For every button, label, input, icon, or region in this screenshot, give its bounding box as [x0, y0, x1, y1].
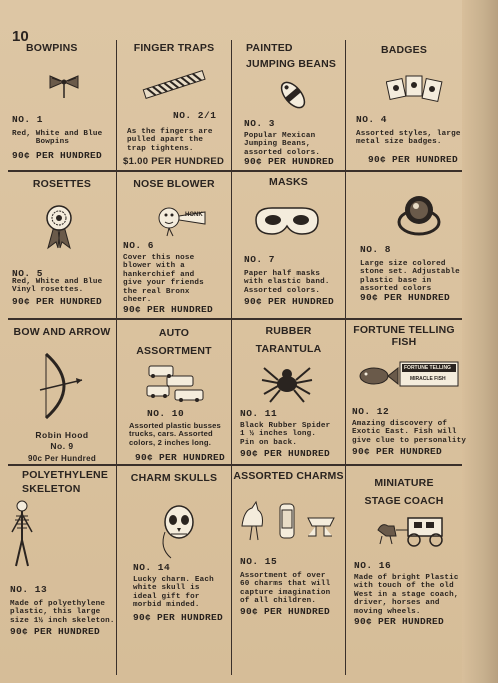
catalog-item-15	[232, 466, 345, 678]
catalog-item-8	[346, 172, 462, 318]
item-title: ROSETTES	[32, 178, 92, 190]
item-description: Black Rubber Spider 1 ½ inches long. Pin on back.	[240, 422, 331, 447]
item-price: $1.00 PER HUNDRED	[123, 156, 225, 167]
item-title: MINIATURE STAGE COACH	[364, 477, 444, 507]
mask-icon	[252, 204, 322, 243]
item-description: As the fingers are pulled apart the trap tightens.	[127, 128, 213, 153]
catalog-item-11	[232, 320, 345, 464]
item-number: Robin Hood No. 9	[35, 430, 89, 451]
item-number: NO. 2/1	[173, 110, 217, 121]
item-price: 90¢ PER HUNDRED	[10, 626, 101, 637]
charms-icon	[236, 496, 340, 551]
item-number: NO. 3	[244, 118, 276, 129]
item-number: NO. 15	[240, 556, 278, 567]
spider-icon	[260, 360, 314, 409]
item-description: Assorted styles, large metal size badges.	[356, 130, 461, 147]
catalog-item-4	[346, 38, 462, 170]
catalog-item-2	[117, 38, 231, 170]
nose-blower-icon	[157, 202, 207, 243]
item-description: Red, White and Blue Vinyl rosettes.	[12, 278, 103, 295]
item-title: FORTUNE TELLING FISH	[353, 324, 455, 348]
item-title: ASSORTED CHARMS	[233, 470, 344, 482]
item-title: NOSE BLOWER	[133, 178, 215, 190]
catalog-item-16	[346, 466, 462, 678]
jumping-bean-icon	[278, 78, 308, 117]
item-title: BOW AND ARROW	[13, 326, 111, 338]
item-title: AUTO ASSORTMENT	[136, 327, 212, 357]
fish-package-sublabel: MIRACLE FISH	[410, 376, 446, 382]
item-price: 90c Per Hundred	[27, 454, 97, 463]
page-number: 10	[12, 28, 29, 45]
item-number: NO. 8	[360, 244, 392, 255]
item-title: MASKS	[269, 176, 308, 188]
catalog-item-13	[8, 466, 116, 678]
item-title: BADGES	[380, 44, 428, 56]
item-number: NO. 11	[240, 408, 278, 419]
item-description: Popular Mexican Jumping Beans, assorted colors.	[244, 132, 321, 157]
item-price: 90¢ PER HUNDRED	[123, 304, 214, 315]
catalog-item-6	[117, 172, 231, 318]
item-description: Assortment of over 60 charms that will capture imagination of all children.	[240, 572, 331, 606]
item-price: 90¢ PER HUNDRED	[244, 156, 335, 167]
item-description: Red, White and Blue Bowpins	[12, 130, 103, 147]
item-price: 90¢ PER HUNDRED	[133, 612, 224, 623]
catalog-item-3	[232, 38, 345, 170]
item-number: NO. 6	[123, 240, 155, 251]
skeleton-icon	[10, 500, 34, 575]
catalog-item-5	[8, 172, 116, 318]
item-price: 90¢ PER HUNDRED	[12, 296, 103, 307]
item-title: PAINTED JUMPING BEANS	[246, 42, 337, 70]
item-title: FINGER TRAPS	[133, 42, 215, 54]
item-number: NO. 12	[352, 406, 390, 417]
item-number: NO. 1	[12, 114, 44, 125]
rosette-icon	[44, 204, 74, 255]
item-title: CHARM SKULLS	[130, 472, 218, 484]
item-price: 90¢ PER HUNDRED	[240, 448, 331, 459]
item-description: Lucky charm. Each white skull is ideal gift for morbid minded.	[133, 576, 214, 610]
auto-icon	[145, 362, 207, 409]
item-number: NO. 7	[244, 254, 276, 265]
catalog-item-1	[8, 38, 116, 170]
item-description: Made of polyethylene plastic, this large size 1½ inch skeleton.	[10, 600, 115, 625]
badges-icon	[386, 72, 446, 113]
catalog-item-10	[117, 320, 231, 464]
item-price: 90¢ PER HUNDRED	[135, 452, 226, 463]
item-description: Assorted plastic busses trucks, cars. Assorted colors, 2 inches long.	[129, 421, 221, 447]
item-description: Paper half masks with elastic band. Assorted colors.	[244, 270, 330, 295]
finger-trap-icon	[139, 68, 209, 105]
item-price: 90¢ PER HUNDRED	[360, 292, 451, 303]
item-title: POLYETHYLENE SKELETON	[22, 469, 109, 495]
item-number: NO. 16	[354, 560, 392, 571]
item-price: 90¢ PER HUNDRED	[244, 296, 335, 307]
item-number: NO. 4	[356, 114, 388, 125]
item-number: NO. 5	[12, 268, 44, 279]
item-price: 90¢ PER HUNDRED	[368, 154, 459, 165]
fish-icon	[354, 358, 460, 395]
item-description: Large size colored stone set. Adjustable plastic base in assorted colors	[360, 260, 460, 294]
honk-label: HONK	[185, 212, 203, 218]
item-number: NO. 14	[133, 562, 171, 573]
catalog-item-9	[8, 320, 116, 464]
item-price: 90¢ PER HUNDRED	[12, 150, 103, 161]
catalog-item-7	[232, 172, 345, 318]
item-price: 90¢ PER HUNDRED	[240, 606, 331, 617]
item-price: 90¢ PER HUNDRED	[354, 616, 445, 627]
item-description: Amazing discovery of Exotic East. Fish will give clue to personality	[352, 420, 467, 445]
item-title: RUBBER TARANTULA	[255, 325, 322, 355]
ring-icon	[394, 192, 444, 243]
bowpin-icon	[46, 68, 82, 105]
item-number: NO. 10	[147, 408, 185, 419]
item-description: Made of bright Plastic with touch of the old West in a stage coach, driver, horses and moving wheels.	[354, 574, 459, 616]
bow-arrow-icon	[36, 350, 86, 427]
stagecoach-icon	[376, 512, 452, 553]
item-price: 90¢ PER HUNDRED	[352, 446, 443, 457]
fish-package-label: FORTUNE TELLING	[404, 365, 451, 371]
page-edge-shadow	[462, 0, 498, 683]
item-number: NO. 13	[10, 584, 48, 595]
item-title: BOWPINS	[26, 42, 78, 54]
catalog-item-12	[346, 320, 467, 464]
catalog-item-14	[117, 466, 231, 678]
item-description: Cover this nose blower with a hankerchief and give your friends the real Bronx cheer.	[123, 254, 204, 305]
skull-icon	[157, 502, 197, 567]
